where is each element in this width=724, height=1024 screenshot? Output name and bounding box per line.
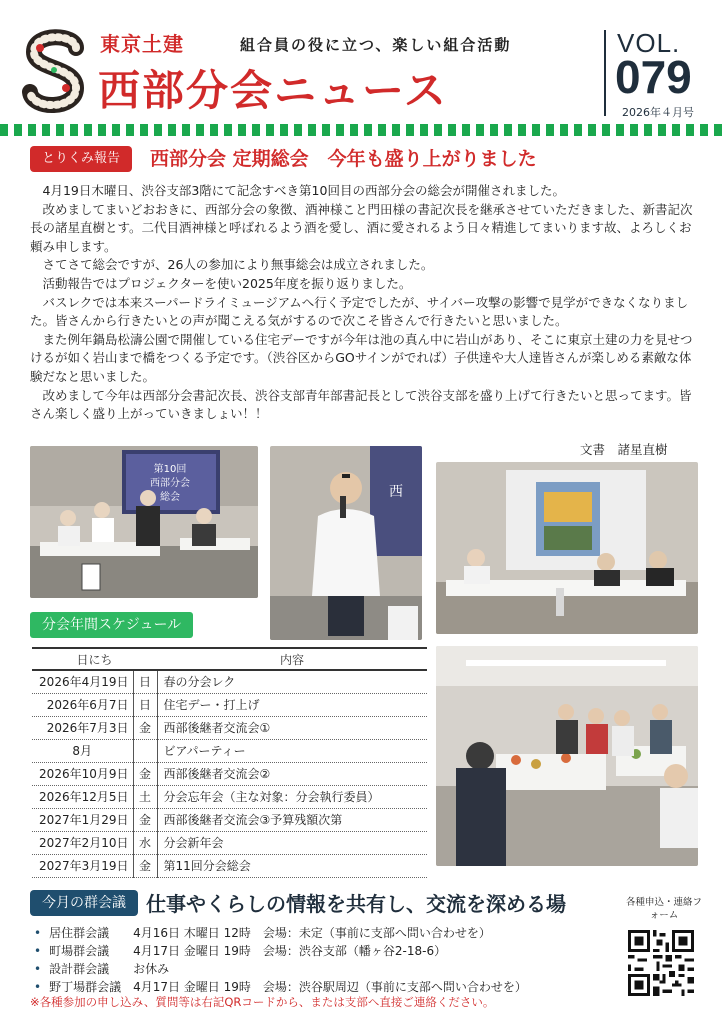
table-row xyxy=(32,854,427,877)
schedule-event: 西部後継者交流会③予算残額次第 xyxy=(157,808,427,831)
meetings-tag: 今月の群会議 xyxy=(30,890,138,916)
header-stripe-divider xyxy=(0,124,724,136)
union-name: 東京土建 xyxy=(100,32,184,56)
article-author: 文書 諸星直樹 xyxy=(580,442,668,457)
table-row xyxy=(32,693,427,716)
meetings-header xyxy=(30,888,630,918)
contact-note: ※各種参加の申し込み、質問等は右記QRコードから、または支部へ直接ご連絡ください。 xyxy=(30,995,495,1009)
list-item: • 設計群会議 お休み xyxy=(34,960,527,978)
table-row xyxy=(32,808,427,831)
header-divider xyxy=(604,30,606,116)
schedule-weekday: 金 xyxy=(133,762,157,785)
list-item: • 町場群会議 4月17日 金曜日 19時 会場：渋谷支部（幡ヶ谷2-18-6） xyxy=(34,942,527,960)
list-item: • 居住群会議 4月16日 木曜日 12時 会場：未定（事前に支部へ問い合わせを） xyxy=(34,924,527,942)
schedule-date: 2027年1月29日 xyxy=(32,808,133,831)
schedule-weekday: 金 xyxy=(133,808,157,831)
schedule-event: ビアパーティー xyxy=(157,739,427,762)
schedule-date: 2026年7月3日 xyxy=(32,716,133,739)
article-paragraph: 4月19日木曜日、渋谷支部3階にて記念すべき第10回目の西部分会の総会が開催されました。 xyxy=(42,183,565,198)
schedule-date: 2027年3月19日 xyxy=(32,854,133,877)
meeting-photo-room xyxy=(30,446,258,598)
qr-code-icon[interactable] xyxy=(628,930,694,996)
table-row xyxy=(32,785,427,808)
table-row xyxy=(32,831,427,854)
issue-date: 2026年４月号 xyxy=(622,106,694,119)
masthead xyxy=(0,0,724,118)
schedule-date: 2027年2月10日 xyxy=(32,831,133,854)
schedule-date: 2026年12月5日 xyxy=(32,785,133,808)
schedule-event: 第11回分会総会 xyxy=(157,854,427,877)
speaker-photo xyxy=(270,446,422,640)
schedule-event: 分会新年会 xyxy=(157,831,427,854)
article-paragraph: 改めまして今年は西部分会書記次長、渋谷支部青年部書記長として渋谷支部を盛り上げて行きたいと思ってます。皆さん楽しく盛り上がっていきましょい！！ xyxy=(30,387,692,422)
schedule-weekday: 土 xyxy=(133,785,157,808)
presentation-photo xyxy=(436,462,698,634)
article-paragraph: さてさて総会ですが、26人の参加により無事総会は成立されました。 xyxy=(42,257,434,273)
qr-label: 各種申込・連絡フォーム xyxy=(625,897,702,921)
schedule-date: 2026年4月19日 xyxy=(32,670,133,693)
volume-number: 079 xyxy=(615,51,692,103)
schedule-tag: 分会年間スケジュール xyxy=(30,612,193,638)
schedule-weekday: 日 xyxy=(133,693,157,716)
slide-text: 第10回 xyxy=(153,464,187,475)
meetings-title: 仕事やくらしの情報を共有し、交流を深める場 xyxy=(146,892,566,916)
party-photo xyxy=(436,646,698,866)
schedule-weekday xyxy=(133,739,157,762)
meetings-list xyxy=(34,924,527,996)
tagline: 組合員の役に立つ、楽しい組合活動 xyxy=(240,36,512,54)
article-paragraph: また例年鍋島松濤公園で開催している住宅デーですが今年は池の真ん中に岩山があり、そこに東京土建の力を見せつけるが如く岩山まで橋をつくる予定です。（渋谷区からGOサインがでれば）子供達や大人達皆さんが楽しめる素敵な体験だなと思いました。 xyxy=(30,331,693,384)
article-tag: とりくみ報告 xyxy=(30,146,132,172)
schedule-event: 西部後継者交流会① xyxy=(157,716,427,739)
schedule-date: 8月 xyxy=(32,739,133,762)
schedule-event: 住宅デー・打上げ xyxy=(157,693,427,716)
schedule-event: 春の分会レク xyxy=(157,670,427,693)
table-row xyxy=(32,716,427,739)
schedule-table xyxy=(32,647,427,878)
s-logo-icon xyxy=(20,26,88,116)
article-paragraph: バスレクでは本来スーパードライミュージアムへ行く予定でしたが、サイバー攻撃の影響で見学ができなくなりました。皆さんから行きたいとの声が聞こえる気がするので次こそ皆さんで行きたいと思いました。 xyxy=(30,294,689,329)
volume-label: VOL. xyxy=(617,28,681,58)
schedule-weekday: 日 xyxy=(133,670,157,693)
slide-text: 西 xyxy=(389,484,403,500)
article-title: 西部分会 定期総会 今年も盛り上がりました xyxy=(150,148,537,170)
newsletter-title: 西部分会ニュース xyxy=(98,66,448,115)
schedule-date: 2026年10月9日 xyxy=(32,762,133,785)
table-row xyxy=(32,762,427,785)
schedule-weekday: 金 xyxy=(133,716,157,739)
schedule-weekday: 金 xyxy=(133,854,157,877)
schedule-event: 分会忘年会（主な対象：分会執行委員） xyxy=(157,785,427,808)
article-paragraph: 改めましてまいどおおきに、西部分会の象徴、酒神様こと門田様の書記次長を継承させていただきました、新書記次長の諸星直樹とす。二代目酒神様と呼ばれるよう酒を愛し、酒に愛されるよう日々精進してまいります故、よろしくお頼み申します。 xyxy=(30,201,693,254)
schedule-event: 西部後継者交流会② xyxy=(157,762,427,785)
slide-text: 西部分会 xyxy=(150,478,190,489)
schedule-header-content: 内容 xyxy=(157,648,427,670)
schedule-header-row xyxy=(32,648,427,670)
schedule-weekday: 水 xyxy=(133,831,157,854)
table-row xyxy=(32,670,427,693)
list-item: • 野丁場群会議 4月17日 金曜日 19時 会場：渋谷駅周辺（事前に支部へ問い合わせを） xyxy=(34,978,527,996)
article-body xyxy=(30,182,700,424)
schedule-header-date: 日にち xyxy=(32,648,157,670)
schedule-date: 2026年6月7日 xyxy=(32,693,133,716)
article-paragraph: 活動報告ではプロジェクターを使い2025年度を振り返りました。 xyxy=(42,275,412,291)
article-header xyxy=(30,146,700,172)
table-row xyxy=(32,739,427,762)
slide-text: 総会 xyxy=(160,492,180,503)
